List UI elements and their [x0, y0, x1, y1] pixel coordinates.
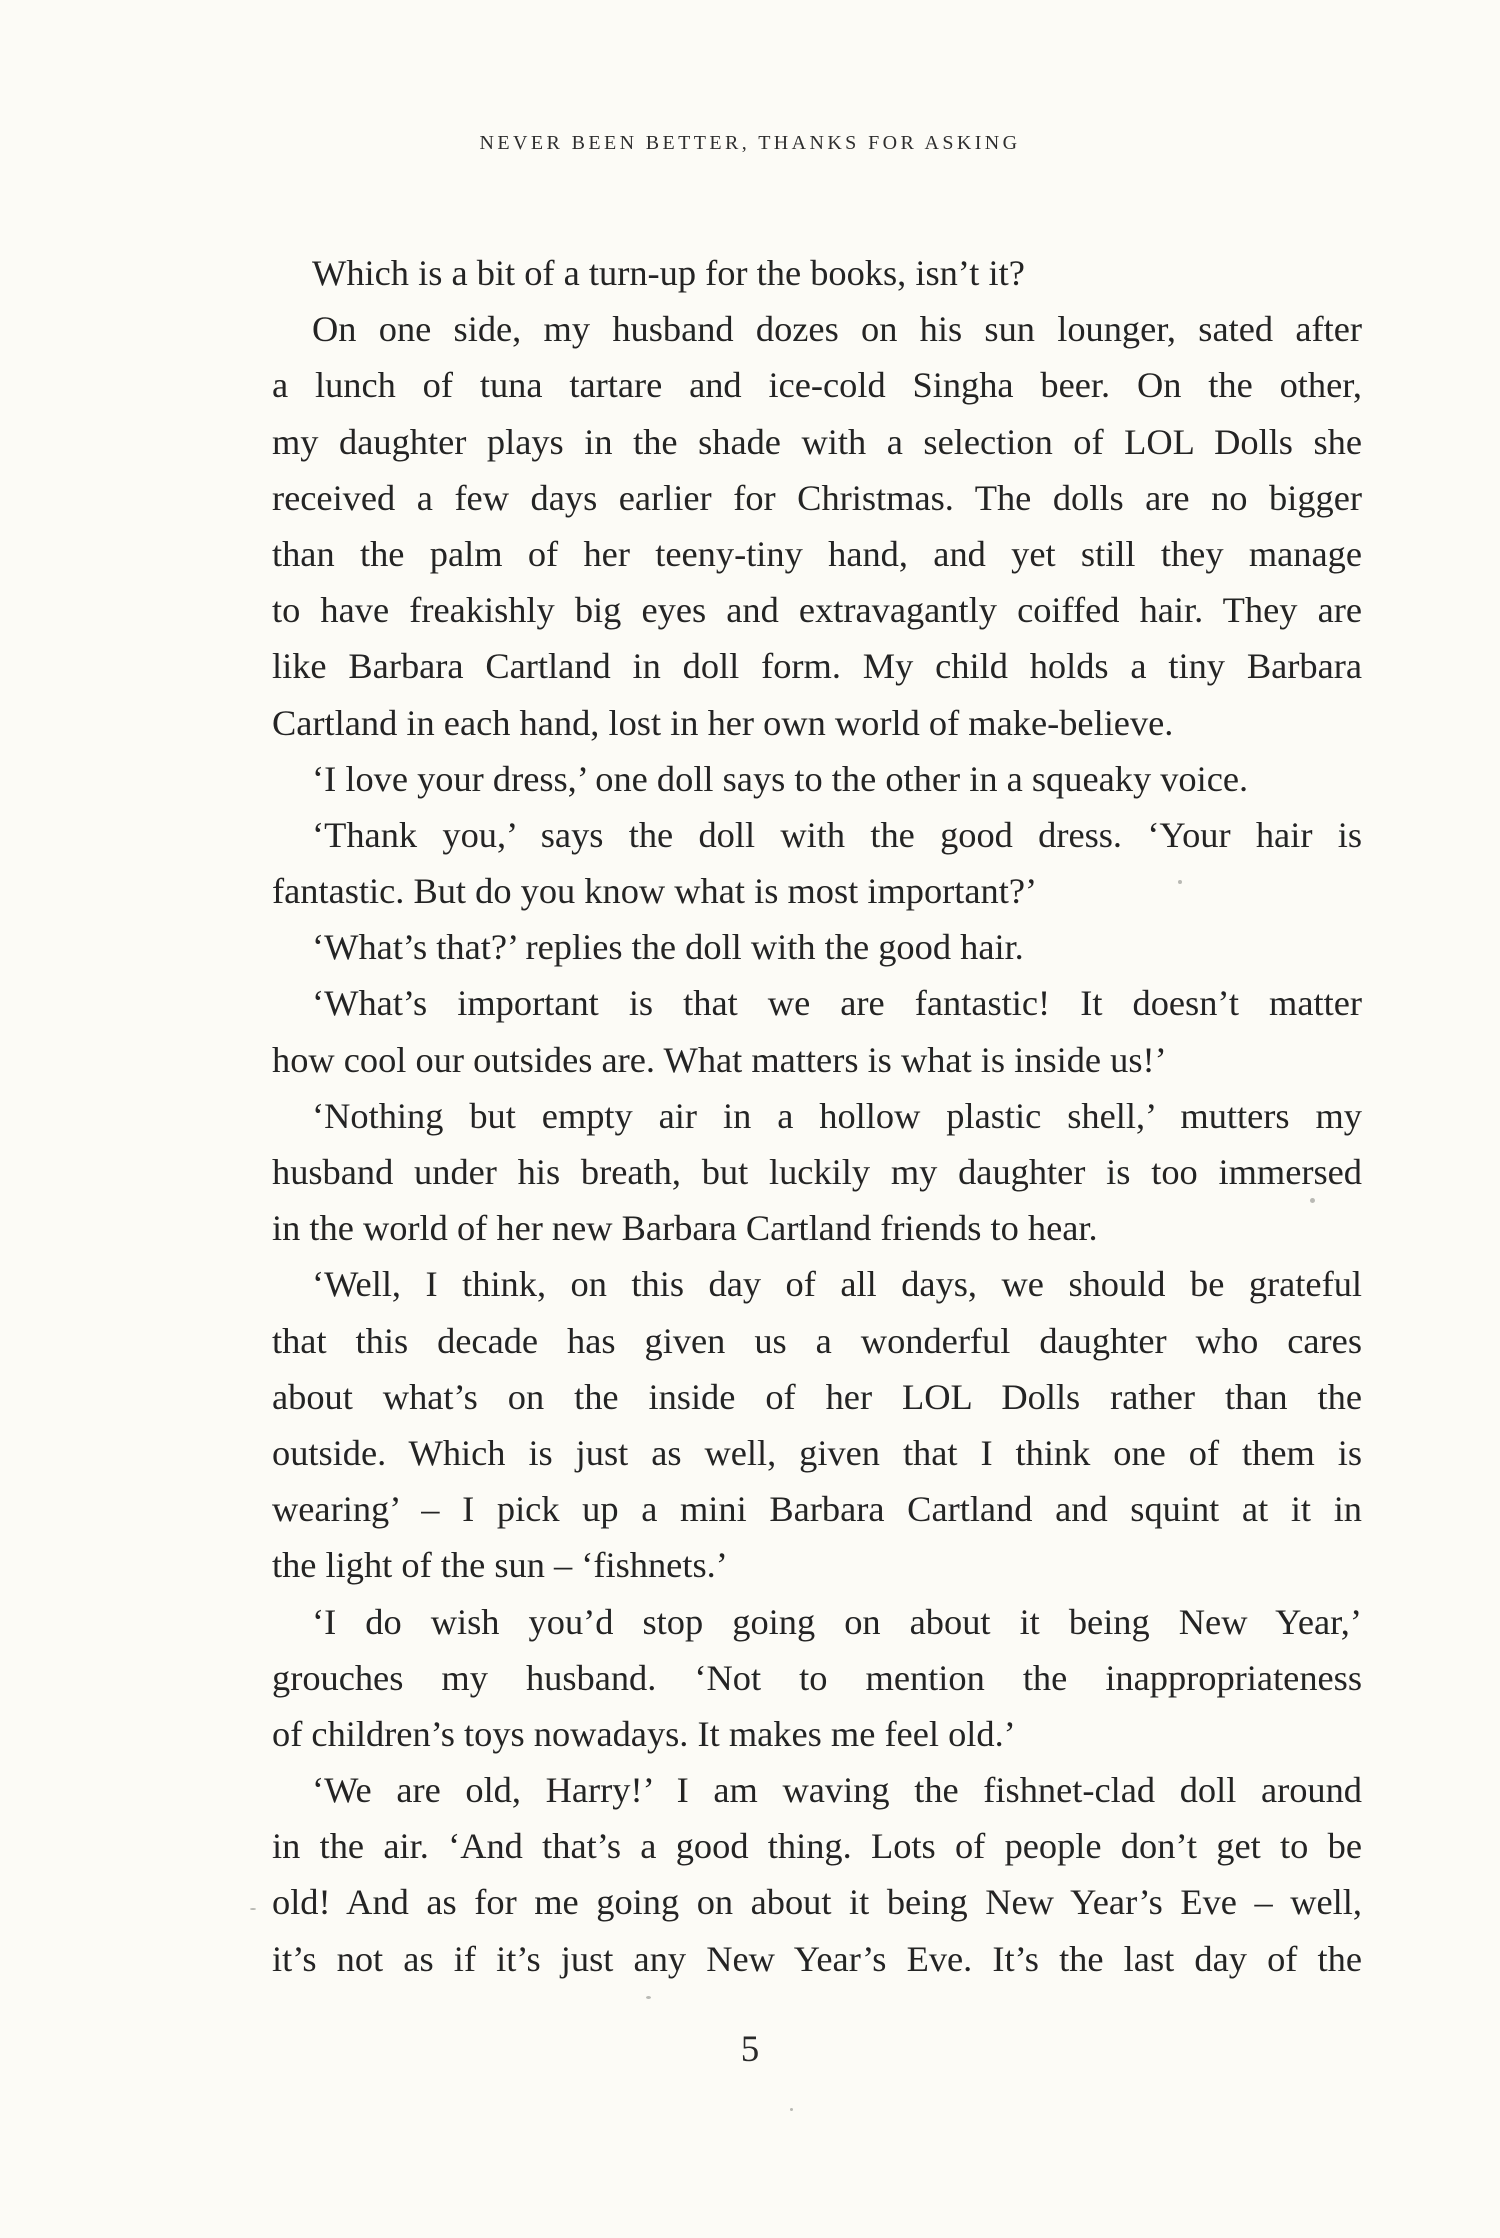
- text-line: about what’s on the inside of her LOL Dolls rather than the: [272, 1376, 1362, 1417]
- text-line: ‘We are old, Harry!’ I am waving the fishnet-clad doll around: [312, 1770, 1362, 1811]
- text-line: On one side, my husband dozes on his sun lounger, sated after: [312, 309, 1362, 350]
- text-line: received a few days earlier for Christmas. The dolls are no bigger: [272, 477, 1362, 518]
- scan-speck: [1310, 1198, 1315, 1203]
- text-line: of children’s toys nowadays. It makes me feel old.’: [272, 1713, 1016, 1754]
- text-line: like Barbara Cartland in doll form. My child holds a tiny Barbara: [272, 646, 1362, 687]
- text-line: ‘What’s important is that we are fantastic! It doesn’t matter: [312, 983, 1362, 1024]
- text-line: that this decade has given us a wonderful daughter who cares: [272, 1320, 1362, 1361]
- text-line: ‘Well, I think, on this day of all days, we should be grateful: [312, 1264, 1362, 1305]
- text-line: ‘Nothing but empty air in a hollow plastic shell,’ mutters my: [312, 1095, 1362, 1136]
- scan-speck: [790, 2108, 793, 2111]
- text-line: fantastic. But do you know what is most important?’: [272, 871, 1038, 912]
- text-line: a lunch of tuna tartare and ice-cold Singha beer. On the other,: [272, 365, 1362, 406]
- text-line: the light of the sun – ‘fishnets.’: [272, 1545, 728, 1586]
- running-head: NEVER BEEN BETTER, THANKS FOR ASKING: [479, 132, 1021, 154]
- text-line: wearing’ – I pick up a mini Barbara Cartland and squint at it in: [272, 1489, 1362, 1530]
- text-line: in the world of her new Barbara Cartland friends to hear.: [272, 1208, 1098, 1249]
- text-line: my daughter plays in the shade with a selection of LOL Dolls she: [272, 421, 1362, 462]
- body-text: [272, 245, 1362, 1987]
- text-line: it’s not as if it’s just any New Year’s Eve. It’s the last day of the: [272, 1938, 1362, 1979]
- text-line: outside. Which is just as well, given that I think one of them is: [272, 1432, 1362, 1473]
- text-line: than the palm of her teeny-tiny hand, and yet still they manage: [272, 533, 1362, 574]
- text-line: Cartland in each hand, lost in her own world of make-believe.: [272, 702, 1174, 743]
- text-line: old! And as for me going on about it being New Year’s Eve – well,: [272, 1882, 1362, 1923]
- scan-speck: [1178, 880, 1182, 884]
- text-line: ‘What’s that?’ replies the doll with the good hair.: [312, 927, 1024, 968]
- text-line: ‘I love your dress,’ one doll says to the other in a squeaky voice.: [312, 758, 1249, 799]
- text-line: grouches my husband. ‘Not to mention the inappropriateness: [272, 1657, 1362, 1698]
- text-line: to have freakishly big eyes and extravagantly coiffed hair. They are: [272, 590, 1362, 631]
- text-line: ‘Thank you,’ says the doll with the good dress. ‘Your hair is: [312, 814, 1362, 855]
- page-number: 5: [740, 2029, 760, 2070]
- text-line: Which is a bit of a turn-up for the books, isn’t it?: [312, 253, 1025, 293]
- text-line: in the air. ‘And that’s a good thing. Lots of people don’t get to be: [272, 1826, 1362, 1867]
- text-line: husband under his breath, but luckily my daughter is too immersed: [272, 1152, 1362, 1192]
- text-line: ‘I do wish you’d stop going on about it being New Year,’: [312, 1601, 1362, 1642]
- scan-speck: [646, 1996, 651, 1999]
- text-line: how cool our outsides are. What matters is what is inside us!’: [272, 1039, 1167, 1080]
- scan-speck: [250, 1908, 256, 1910]
